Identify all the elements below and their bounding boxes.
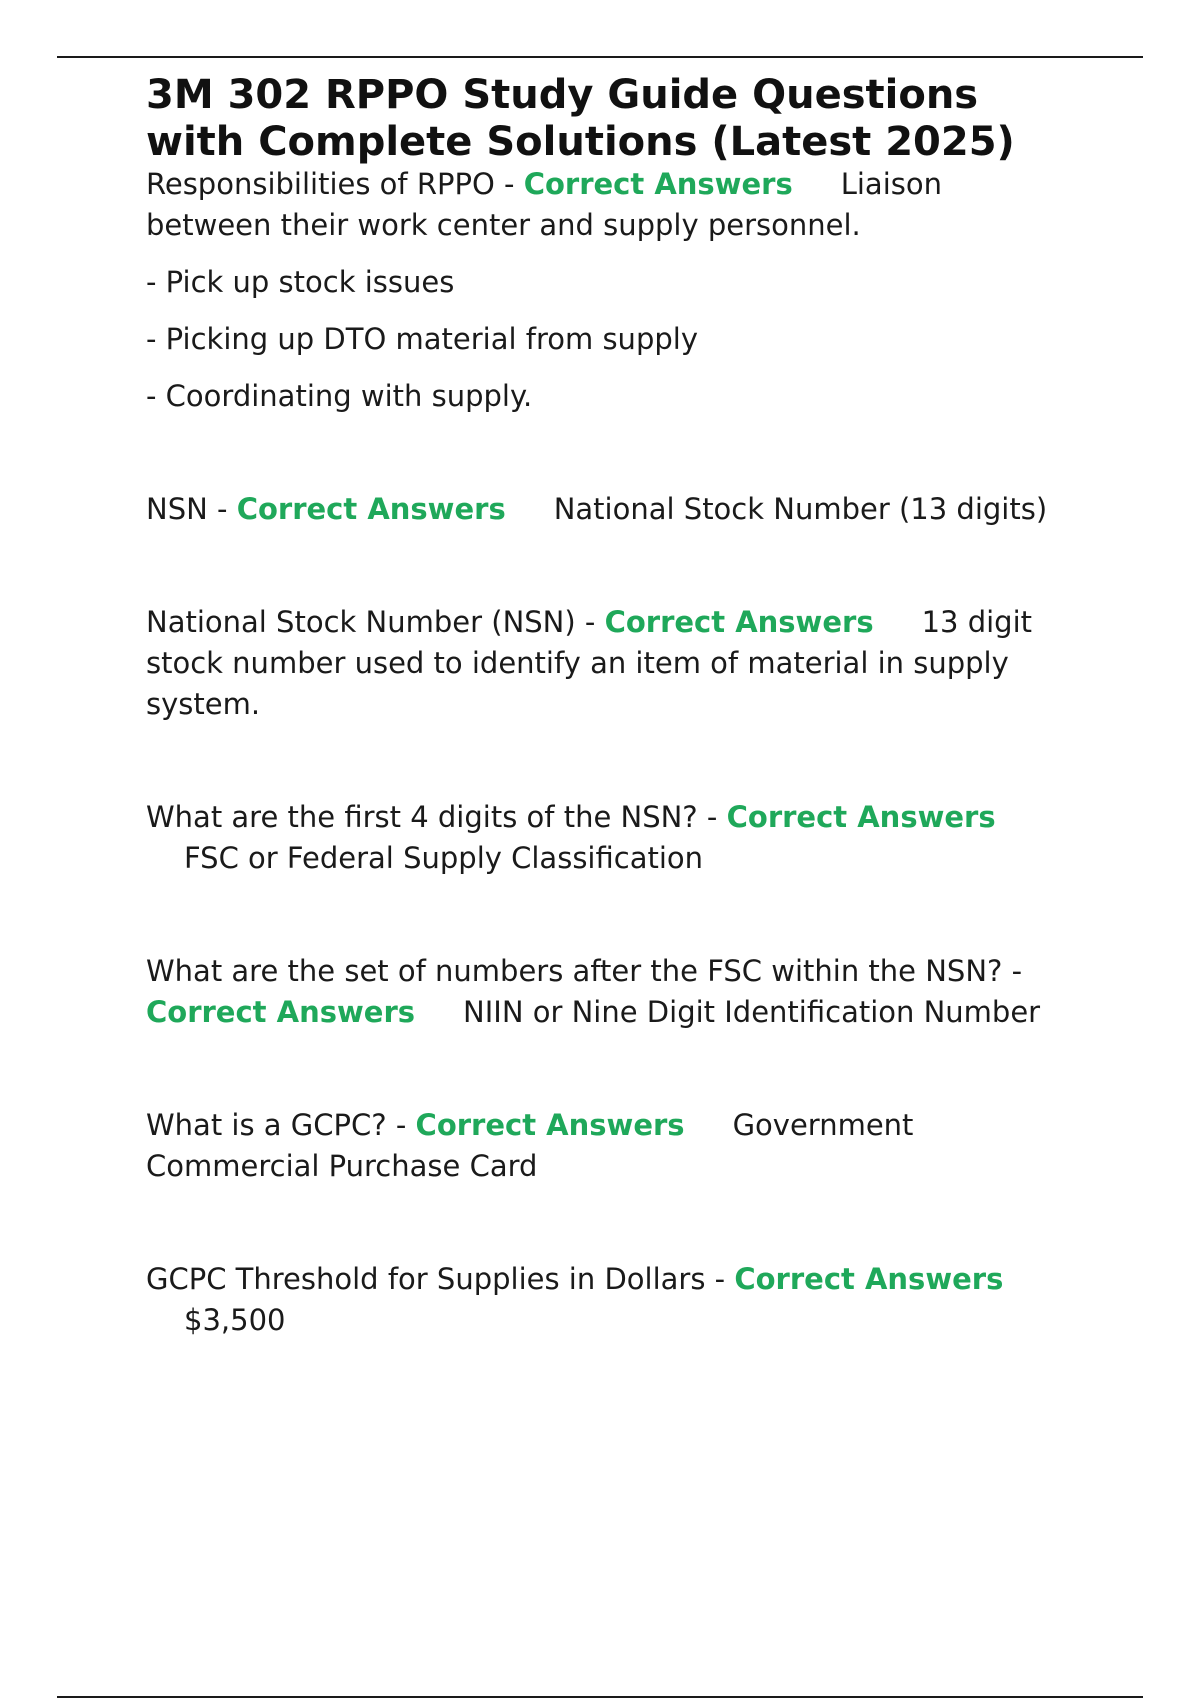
top-rule [57,56,1143,58]
title-line-2: with Complete Solutions (Latest 2025) [146,119,1015,165]
qa-text [146,489,1096,530]
qa-text [146,1259,1096,1341]
qa-entry-gcpc-threshold [146,1259,1096,1341]
answer-text: $3,500 [184,1303,286,1337]
qa-text [146,164,1096,246]
question-text: NSN - [146,492,237,526]
correct-answers-label: Correct Answers [734,1262,1004,1296]
list-item: - Pick up stock issues [146,265,455,299]
correct-answers-label: Correct Answers [604,605,874,639]
answer-text-cont: system. [146,687,261,721]
qa-entry-nsn [146,489,1096,530]
question-text: GCPC Threshold for Supplies in Dollars - [146,1262,735,1296]
answer-text-cont: between their work center and supply personnel. [146,208,861,242]
answer-text: National Stock Number (13 digits) [553,492,1048,526]
qa-text [146,951,1096,1033]
qa-text [146,602,1096,725]
question-text: National Stock Number (NSN) - [146,605,605,639]
qa-text [146,1105,1096,1187]
title-line-1: 3M 302 RPPO Study Guide Questions [146,72,979,118]
bottom-rule [57,1696,1143,1698]
qa-entry-gcpc [146,1105,1096,1187]
answer-text: Government [732,1108,914,1142]
question-text: Responsibilities of RPPO - [146,167,524,201]
answer-text: FSC or Federal Supply Classification [184,841,704,875]
qa-text [146,797,1096,879]
answer-text: Liaison [840,167,942,201]
correct-answers-label: Correct Answers [146,995,416,1029]
document-title [146,72,1096,166]
qa-entry-national-stock-number [146,602,1096,725]
question-text: What are the first 4 digits of the NSN? - [146,800,727,834]
answer-text: 13 digit [921,605,1033,639]
list-item: - Picking up DTO material from supply [146,322,698,356]
answer-text: NIIN or Nine Digit Identification Number [463,995,1041,1029]
qa-entry-first-4-digits [146,797,1096,879]
document-body [146,72,1096,1341]
qa-entry-rppo [146,164,1096,417]
question-text: What are the set of numbers after the FSC within the NSN? - [146,954,1023,988]
question-text: What is a GCPC? - [146,1108,416,1142]
answer-text-cont: Commercial Purchase Card [146,1149,538,1183]
correct-answers-label: Correct Answers [726,800,996,834]
correct-answers-label: Correct Answers [523,167,793,201]
correct-answers-label: Correct Answers [415,1108,685,1142]
list-item: - Coordinating with supply. [146,379,533,413]
correct-answers-label: Correct Answers [236,492,506,526]
qa-entry-after-fsc [146,951,1096,1033]
answer-text-cont: stock number used to identify an item of material in supply [146,646,1009,680]
